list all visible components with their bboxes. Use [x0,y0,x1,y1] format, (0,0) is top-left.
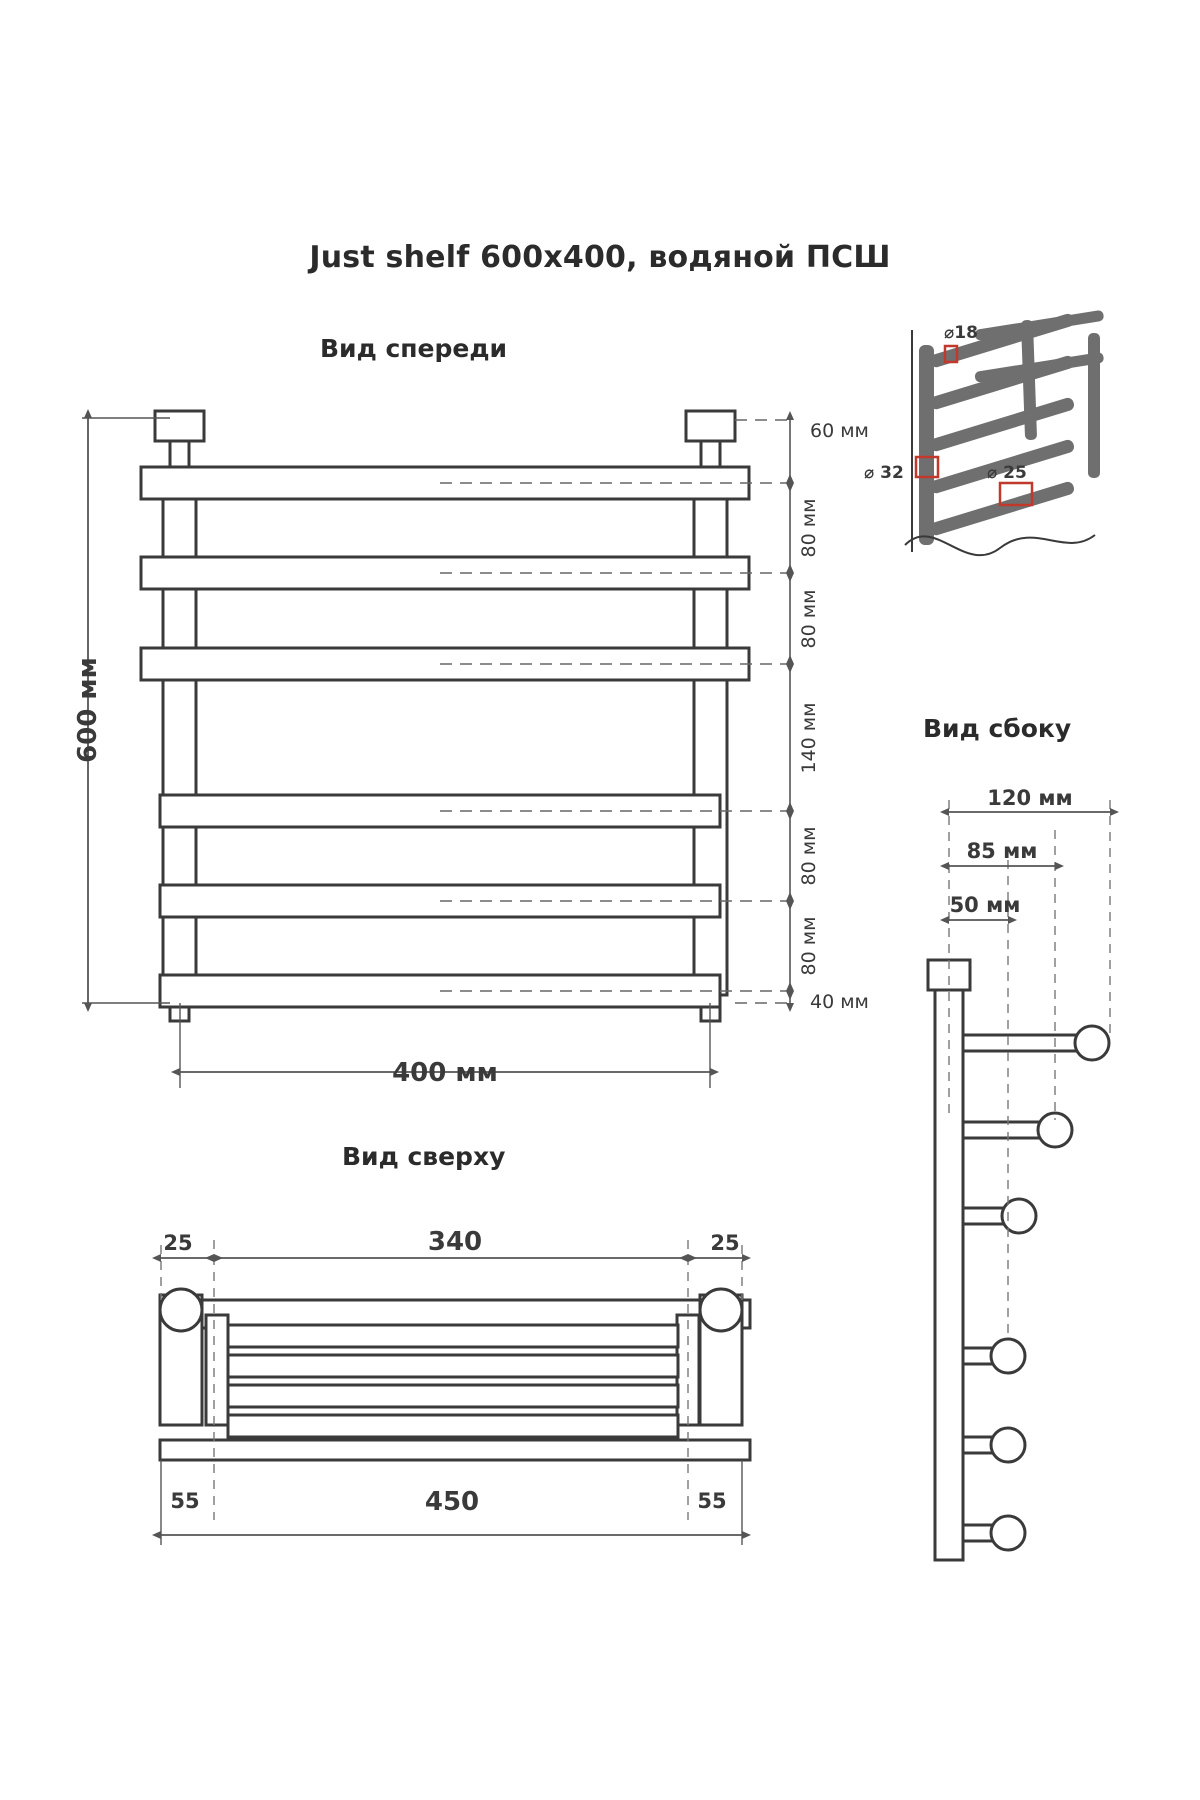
front-height-dimension [73,418,170,1003]
front-segment-1: 80 мм [798,498,820,558]
side-dim-85: 85 мм [966,839,1038,863]
front-view-drawing [73,411,869,1088]
top-view-drawing [160,1227,750,1545]
side-view-label: Вид сбоку [923,714,1072,743]
side-lower-arms [963,1339,1025,1550]
front-left-post [155,411,204,1021]
front-segment-3: 140 мм [798,702,820,774]
front-segment-labels [798,420,869,1013]
front-segment-4: 80 мм [798,826,820,886]
top-dim-right-55: 55 [697,1489,727,1513]
top-dimensions-upper [161,1227,742,1258]
top-shelf-bars [228,1325,678,1437]
side-dim-120: 120 мм [987,786,1073,810]
front-width-dimension [180,1003,710,1088]
top-dim-450: 450 [424,1487,480,1517]
side-dimensions [949,786,1110,920]
front-segment-0: 60 мм [810,420,869,442]
front-segment-5: 80 мм [798,916,820,976]
front-right-post [686,411,735,1021]
side-view-drawing [928,786,1110,1560]
page-title: Just shelf 600x400, водяной ПСШ [309,240,891,275]
top-dim-left-55: 55 [170,1489,200,1513]
front-view-label: Вид спереди [320,334,508,363]
top-dimensions-lower [161,1460,742,1545]
top-extension-lines [161,1240,742,1520]
callout-diameter-18: ⌀18 [944,323,978,343]
front-height-value: 600 мм [73,657,103,763]
front-segment-2: 80 мм [798,589,820,649]
front-rails [141,467,749,1007]
front-width-value: 400 мм [392,1058,498,1088]
isometric-view-drawing [864,310,1104,555]
callout-diameter-25: ⌀ 25 [987,463,1027,483]
top-dim-340: 340 [427,1227,483,1257]
callout-diameter-32: ⌀ 32 [864,463,904,483]
top-dim-left-25: 25 [163,1231,193,1255]
side-extension-lines [949,800,1110,1340]
top-dim-right-25: 25 [710,1231,740,1255]
front-segment-6: 40 мм [810,991,869,1013]
side-upper-arms [963,1026,1109,1233]
top-view-label: Вид сверху [342,1142,506,1171]
side-dim-50: 50 мм [949,893,1021,917]
